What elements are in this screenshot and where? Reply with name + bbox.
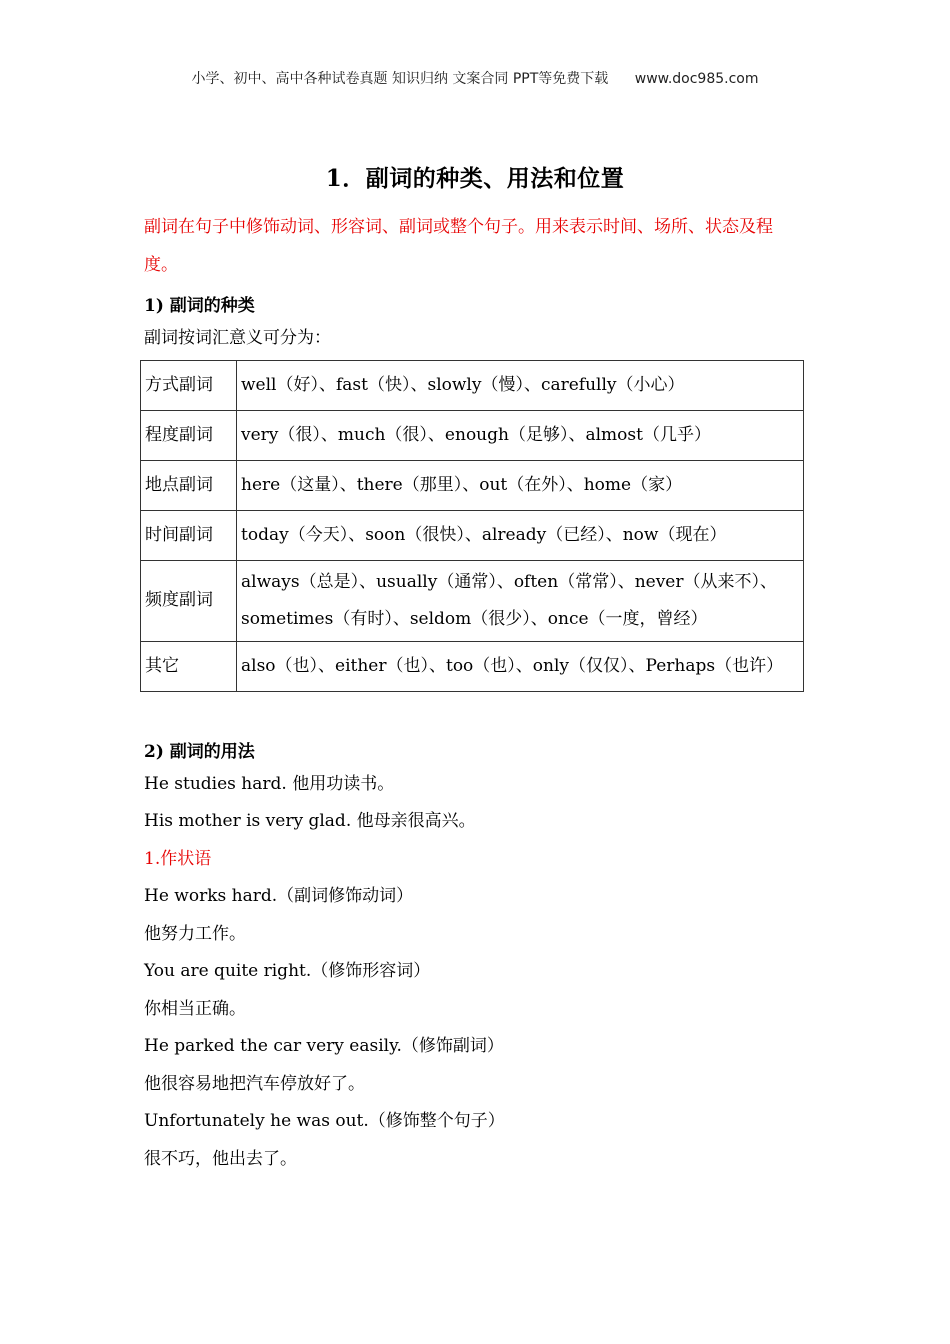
subheading-adverbial: 1.作状语 (144, 848, 212, 869)
table-row (141, 560, 804, 641)
example-line: 你相当正确。 (144, 998, 246, 1019)
category-cell: 时间副词 (141, 510, 237, 560)
category-cell: 其它 (141, 641, 237, 691)
example-line: He parked the car very easily.（修饰副词） (144, 1036, 504, 1056)
table-row (141, 410, 804, 460)
table-row (141, 360, 804, 410)
section1-lead: 副词按词汇意义可分为： (144, 328, 331, 348)
example-sentence: He studies hard. 他用功读书。 (144, 773, 395, 794)
examples-cell: very（很）、much（很）、enough（足够）、almost（几乎） (237, 410, 804, 460)
example-line: Unfortunately he was out.（修饰整个句子） (144, 1111, 505, 1131)
examples-cell: today（今天）、soon（很快）、already（已经）、now（现在） (237, 510, 804, 560)
examples-cell: well（好）、fast（快）、slowly（慢）、carefully（小心） (237, 360, 804, 410)
section1-heading: 1) 副词的种类 (144, 296, 255, 316)
category-cell: 频度副词 (141, 560, 237, 641)
example-line: 很不巧，他出去了。 (144, 1148, 297, 1169)
category-cell: 方式副词 (141, 360, 237, 410)
table-row (141, 641, 804, 691)
category-cell: 地点副词 (141, 460, 237, 510)
examples-cell: always（总是）、usually（通常）、often（常常）、never（从来不）、sometimes（有时）、seldom（很少）、once（一度，曾经） (237, 560, 804, 641)
header-url[interactable]: www.doc985.com (634, 71, 759, 87)
examples-cell: also（也）、either（也）、too（也）、only（仅仅）、Perhaps（也许） (237, 641, 804, 691)
example-line: 他努力工作。 (144, 923, 246, 944)
page-header (0, 68, 950, 88)
example-line: You are quite right.（修饰形容词） (144, 961, 431, 981)
section2-heading: 2) 副词的用法 (144, 741, 255, 762)
spacer (144, 692, 804, 730)
intro-paragraph: 副词在句子中修饰动词、形容词、副词或整个句子。用来表示时间、场所、状态及程度。 (144, 217, 773, 275)
header-text: 小学、初中、高中各种试卷真题 知识归纳 文案合同 PPT等免费下载 (191, 71, 609, 87)
examples-cell: here（这量）、there（那里）、out（在外）、home（家） (237, 460, 804, 510)
example-line: He works hard.（副词修饰动词） (144, 886, 414, 906)
example-line: 他很容易地把汽车停放好了。 (144, 1073, 365, 1094)
table-row (141, 460, 804, 510)
table-row (141, 510, 804, 560)
category-cell: 程度副词 (141, 410, 237, 460)
example-sentence: His mother is very glad. 他母亲很高兴。 (144, 811, 476, 831)
adverb-type-table (140, 360, 804, 692)
page-title: 1．副词的种类、用法和位置 (325, 165, 625, 192)
document-body (144, 208, 804, 1178)
